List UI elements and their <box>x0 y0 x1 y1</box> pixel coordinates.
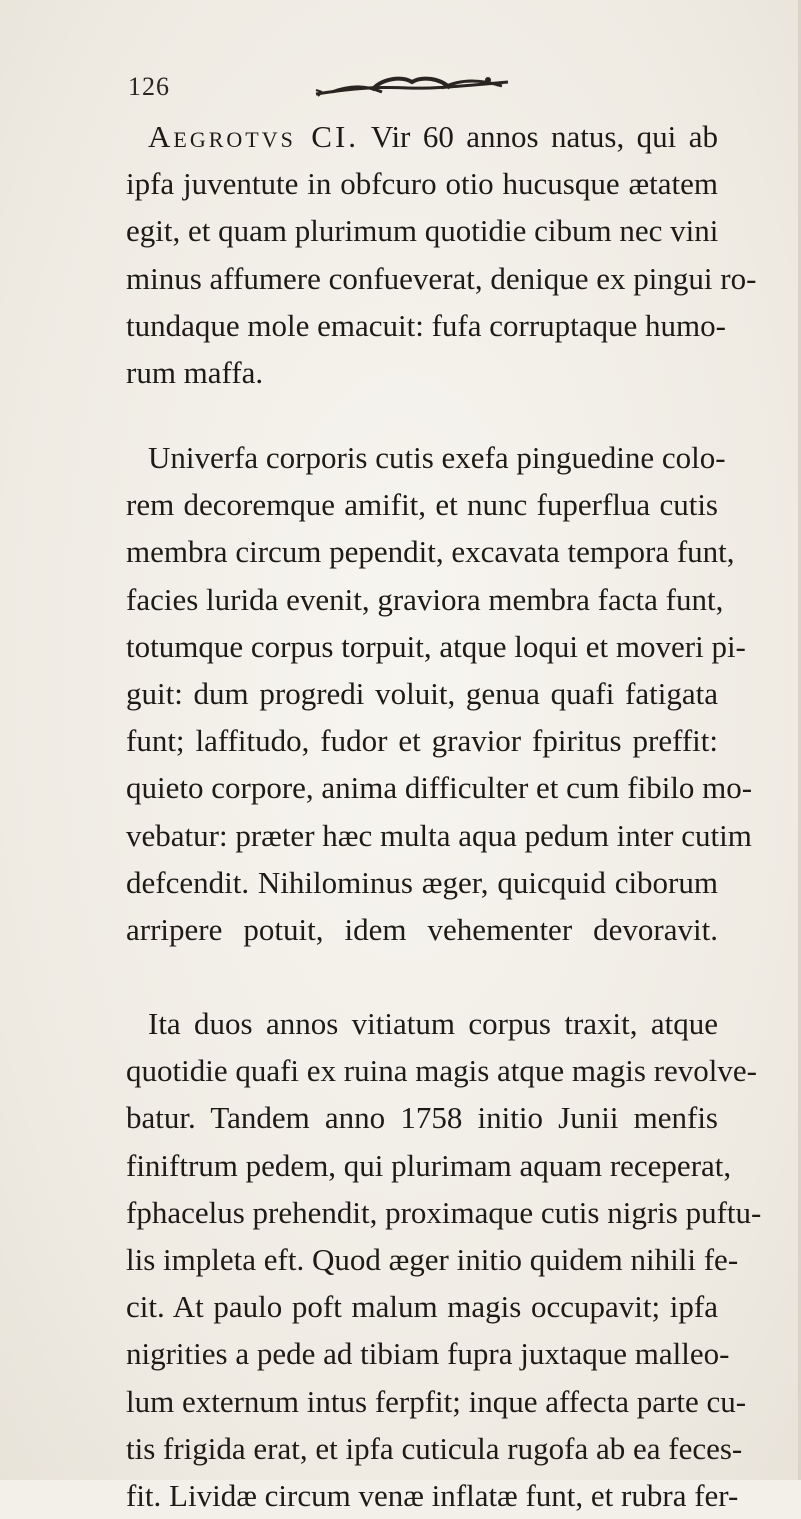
text-line: defcendit. Nihilominus æger, quicquid ciborum <box>126 864 718 900</box>
text-line: totumque corpus torpuit, atque loqui et moveri pi- <box>126 628 746 664</box>
text-line: egit, et quam plurimum quotidie cibum nec vini <box>126 213 719 249</box>
text-line: nigrities a pede ad tibiam fupra juxtaque malleo- <box>126 1336 730 1372</box>
text-line: tundaque mole emacuit: fufa corruptaque humo- <box>126 307 726 343</box>
text-line: membra circum pependit, excavata tempora funt, <box>126 534 735 570</box>
text-line: quotidie quafi ex ruina magis atque magis revolve- <box>126 1053 758 1089</box>
text-line: minus affumere confueverat, denique ex pingui ro- <box>126 260 757 296</box>
text-line: tis frigida erat, et ipfa cuticula rugofa ab ea feces- <box>126 1430 743 1466</box>
text-line: finiftrum pedem, qui plurimam aquam receperat, <box>126 1147 732 1183</box>
paragraph-3 <box>126 1000 762 1519</box>
text-line: facies lurida evenit, graviora membra facta funt, <box>126 581 724 617</box>
text-line: fit. Lividæ circum venæ inflatæ funt, et rubra fer- <box>126 1478 739 1514</box>
text-line: rum maffa. <box>126 355 264 391</box>
text-line: fphacelus prehendit, proximaque cutis nigris puftu- <box>126 1194 762 1230</box>
decorative-ornament-icon <box>312 68 512 108</box>
text-line: vebatur: præter hæc multa aqua pedum inter cutim <box>126 817 752 853</box>
text-line: lum externum intus ferpfit; inque affecta parte cu- <box>126 1383 747 1419</box>
text-line: rem decoremque amifit, et nunc fuperflua cutis <box>126 487 718 523</box>
text-line: cit. At paulo poft malum magis occupavit; ipfa <box>126 1289 718 1325</box>
text-line: Univerfa corporis cutis exefa pinguedine colo- <box>148 440 726 475</box>
text-line: quieto corpore, anima difficulter et cum fibilo mo- <box>126 770 753 806</box>
text-line: ipfa juventute in obfcuro otio hucusque ætatem <box>126 166 718 202</box>
text-line: lis impleta eft. Quod æger initio quidem nihili fe- <box>126 1242 739 1278</box>
text-line: arripere potuit, idem vehementer devoravit. <box>126 912 718 948</box>
text-line: funt; laffitudo, fudor et gravior fpiritus preffit: <box>126 723 718 759</box>
case-heading: Aegrotvs CI. <box>148 119 360 154</box>
paragraph-1 <box>126 113 757 396</box>
text-line: Ita duos annos vitiatum corpus traxit, atque <box>148 1006 718 1041</box>
paragraph-2 <box>126 434 753 953</box>
text-line: batur. Tandem anno 1758 initio Junii menfis <box>126 1100 718 1136</box>
text-line: Aegrotvs CI. Vir 60 annos natus, qui ab <box>126 113 718 160</box>
text-line: guit: dum progredi voluit, genua quafi fatigata <box>126 676 718 712</box>
page-number: 126 <box>128 72 170 101</box>
